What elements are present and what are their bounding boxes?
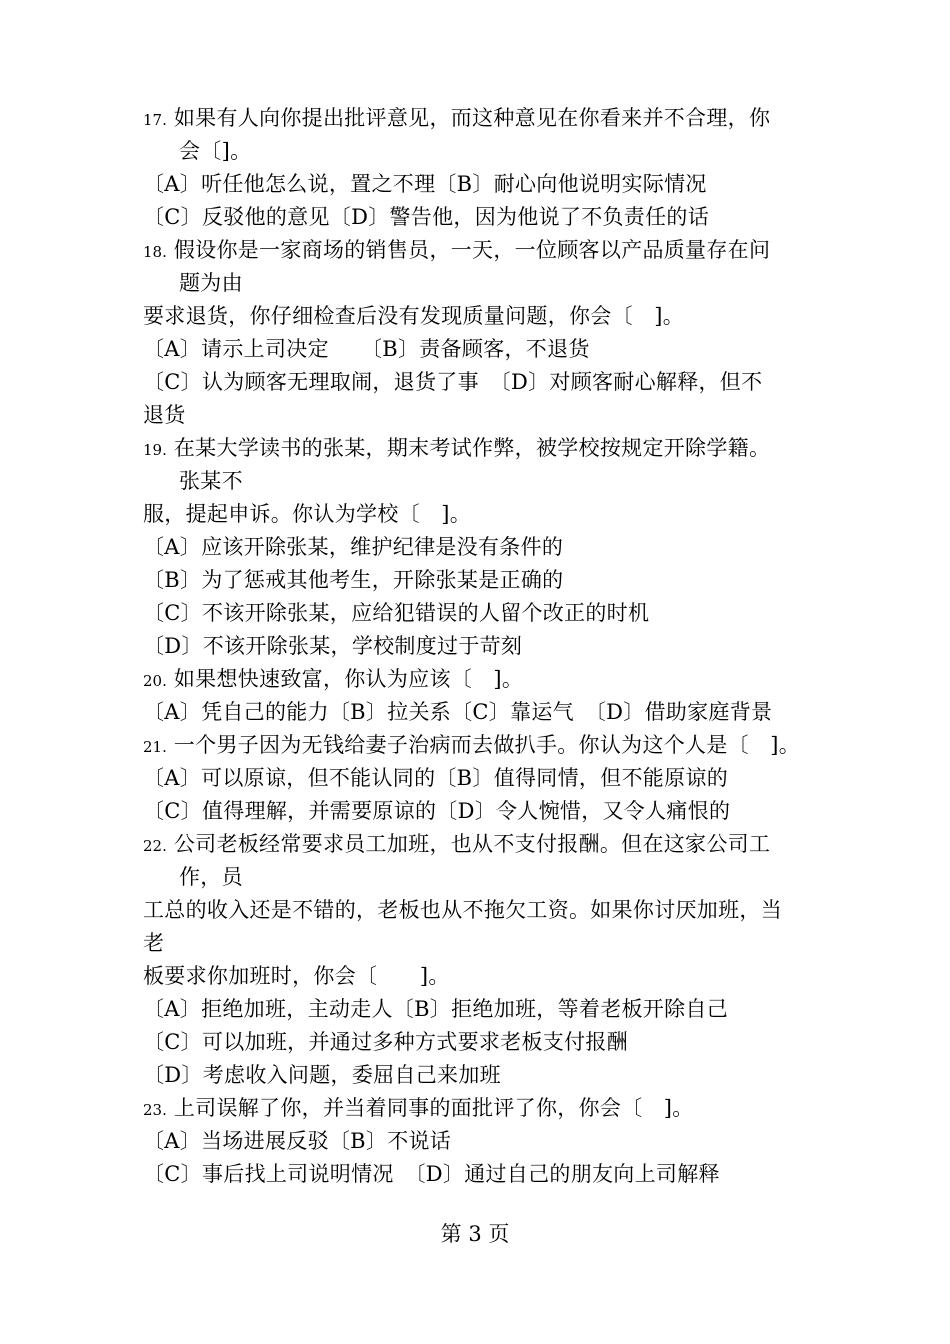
option-line: 〔A〕可以原谅，但不能认同的〔B〕值得同情，但不能原谅的 (143, 766, 728, 790)
option-line: 〔A〕当场进展反驳〔B〕不说话 (143, 1129, 452, 1153)
question-text: 张某不 (179, 469, 243, 493)
question-text: 公司老板经常要求员工加班，也从不支付报酬。但在这家公司工 (173, 832, 771, 856)
question-text: 假设你是一家商场的销售员，一天，一位顾客以产品质量存在问 (173, 238, 771, 262)
question-text: 会〔]。 (179, 139, 252, 163)
option-line: 〔A〕拒绝加班，主动走人〔B〕拒绝加班，等着老板开除自己 (143, 997, 728, 1021)
question-list (143, 102, 815, 1191)
question-continuation: 板要求你加班时，你会〔 ]。 (143, 964, 450, 988)
question-continuation: 服，提起申诉。你认为学校〔 ]。 (143, 502, 471, 526)
question-continuation: 工总的收入还是不错的，老板也从不拖欠工资。如果你讨厌加班，当 (143, 898, 782, 922)
option-line: 〔A〕请示上司决定 〔B〕责备顾客，不退货 (143, 337, 590, 361)
question-line (143, 828, 815, 861)
question-number: 22. (143, 837, 167, 855)
question-text: 一个男子因为无钱给妻子治病而去做扒手。你认为这个人是〔 ]。 (173, 733, 801, 757)
option-line: 〔C〕反驳他的意见〔D〕警告他，因为他说了不负责任的话 (143, 205, 710, 229)
option-line: 〔B〕为了惩戒其他考生，开除张某是正确的 (143, 568, 564, 592)
question-text: 在某大学读书的张某，期末考试作弊，被学校按规定开除学籍。 (173, 436, 771, 460)
question-line (143, 729, 815, 762)
question-number: 21. (143, 738, 167, 756)
question-text: 如果想快速致富，你认为应该〔 ]。 (173, 667, 524, 691)
question-number: 17. (143, 111, 167, 129)
question-number: 20. (143, 672, 167, 690)
question-number: 18. (143, 243, 167, 261)
question-text: 作，员 (179, 865, 243, 889)
question-text: 如果有人向你提出批评意见，而这种意见在你看来并不合理，你 (173, 106, 771, 130)
option-line: 退货 (143, 403, 186, 427)
question-line (143, 432, 815, 465)
option-line: 〔C〕认为顾客无理取闹，退货了事 〔D〕对顾客耐心解释，但不 (143, 370, 763, 394)
option-line: 〔C〕不该开除张某，应给犯错误的人留个改正的时机 (143, 601, 650, 625)
page-number: 第 3 页 (440, 1222, 510, 1246)
question-text: 题为由 (179, 271, 243, 295)
option-line: 〔D〕不该开除张某，学校制度过于苛刻 (143, 634, 523, 658)
question-number: 19. (143, 441, 167, 459)
option-line: 〔A〕听任他怎么说，置之不理〔B〕耐心向他说明实际情况 (143, 172, 707, 196)
question-line (143, 234, 815, 267)
option-line: 〔C〕可以加班，并通过多种方式要求老板支付报酬 (143, 1030, 628, 1054)
question-line (143, 1092, 815, 1125)
question-text: 上司误解了你，并当着同事的面批评了你，你会〔 ]。 (173, 1096, 694, 1120)
option-line: 〔D〕考虑收入问题，委屈自己来加班 (143, 1063, 501, 1087)
question-continuation: 老 (143, 931, 165, 955)
question-line (143, 102, 815, 135)
question-number: 23. (143, 1101, 167, 1119)
option-line: 〔A〕凭自己的能力〔B〕拉关系〔C〕靠运气 〔D〕借助家庭背景 (143, 700, 773, 724)
option-line: 〔A〕应该开除张某，维护纪律是没有条件的 (143, 535, 564, 559)
option-line: 〔C〕值得理解，并需要原谅的〔D〕令人惋惜，又令人痛恨的 (143, 799, 731, 823)
question-line (143, 663, 815, 696)
question-continuation: 要求退货，你仔细检查后没有发现质量问题，你会〔 ]。 (143, 304, 684, 328)
option-line: 〔C〕事后找上司说明情况 〔D〕通过自己的朋友向上司解释 (143, 1162, 720, 1186)
